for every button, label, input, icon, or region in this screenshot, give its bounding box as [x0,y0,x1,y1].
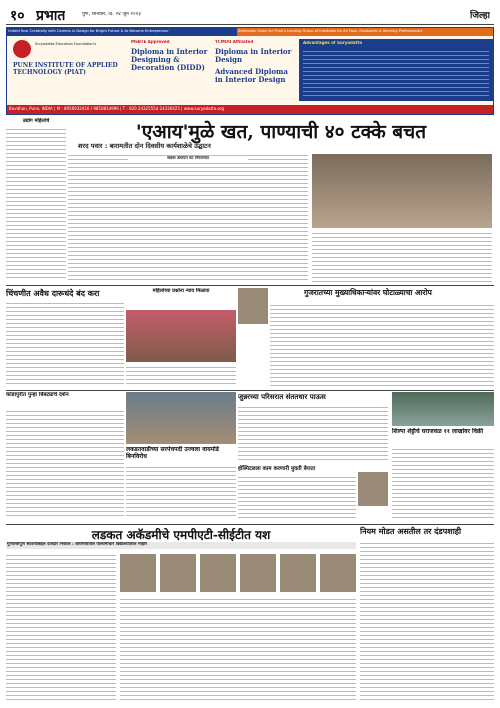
article-rules [360,526,494,704]
article-shilpa-shetty [392,392,494,520]
shilpa-photo [392,392,494,426]
ad-advantages-title: Advantages of Suryadatta [303,41,363,45]
sarpanch-photo [126,392,236,444]
headline-ladkat: लडकत अकॅडमीचे एमपीएटी-सीईटीत यश [91,528,271,542]
article-junnar-rain [238,392,388,462]
article-ladkat [6,526,356,704]
article-leopard [6,392,124,520]
section-label: जिल्हा [470,11,490,21]
ad-badge-ycmou: YCMOU Affiliated [215,40,254,44]
article-missing-girl [238,464,388,520]
student-photo-2 [160,554,196,592]
ad-badge-msbte: MSBTE Approved [131,40,170,44]
left-column-title: उद्योग महिलांचे [22,118,50,124]
student-photo-4 [240,554,276,592]
ad-address: Bavdhan, Pune, INDIA | M : 8956932416 / 9850814996 | T : 020 24325554 24336425 | www.suryadatta.org [7,105,493,114]
student-photo-3 [200,554,236,592]
dateline: पुणे, शनिवार, दि. २४ जून २०२३ [82,12,141,17]
article-gujarat [238,288,494,388]
article-chinchani [6,288,124,388]
headline-chinchani: चिंचणीत अवैध दारूधंदे बंद करा [6,288,100,298]
headline-missing: हॉस्पिटलला काम करणारी युवती बेपत्ता [238,466,316,472]
student-photo-1 [120,554,156,592]
ad-course-1: Diploma in Interior Designing & Decoration (DIDD) [131,48,208,72]
institute-logo [13,40,31,58]
ad-society: Suryadatta Education Foundation's [35,42,97,46]
quote-title: महिलांच्या प्रश्नांना न्याय मिळावा [152,288,210,294]
lead-kicker: शरद पवार : बारामतीत दोन दिवसीय कार्यशाळेचे उद्घाटन [78,142,211,150]
headline-gujarat: गुजरातच्या मुख्याधिकाऱ्यांवर घोटाळ्याचा आरोप [304,288,432,297]
article-sarpanch [126,392,236,520]
ad-course-3: Advanced Diploma in Interior Design [215,68,288,84]
masthead [6,4,494,26]
lead-headline: 'एआय'मुळे खत, पाण्याची ४० टक्के बचत [135,121,427,143]
bottom-kicker: गुणवत्तापूर्ण सातत्याबद्दल दर्जेदार निकाल : बारामतीतील पश्चिमाचार विद्यालयातील मोहोर [6,542,356,549]
headline-rules: नियम मोडत असतील तर दंडपशाही [360,526,462,536]
student-photo-6 [320,554,356,592]
left-column [6,118,66,283]
official-photo [238,288,268,324]
ad-institute-name: PUNE INSTITUTE OF APPLIED TECHNOLOGY (PIAT) [13,62,118,76]
missing-girl-photo [358,472,388,506]
institute-advertisement [6,27,494,115]
article-women-quote [126,288,236,388]
paper-name: प्रभात [36,8,66,24]
ad-top-strip: Unfold Your Creativity with Careers in Design for Bright Future & to Become Entrepreneur [7,28,237,36]
student-photo-5 [280,554,316,592]
headline-leopard: कोंडापुरीत पुन्हा बिबट्याचे दर्शन [6,392,69,398]
ad-top-strip-2: Admission Open for Pune's Leading Group of Institutes for All Pass, Graduates & Working Professionals [237,28,493,36]
women-group-photo [126,310,236,362]
lead-article [68,118,494,283]
headline-sarpanch: लकडतवाडीच्या सरपंचपदी उज्वला वायमोडे बिनविरोध [126,446,219,460]
headline-shilpa: शिल्पा शेट्टीचे घराजवळ ११ लाखांवर विक्री [392,428,484,435]
lead-photo [312,154,492,228]
page-number: १० [10,8,25,24]
ad-course-2: Diploma in Interior Design [215,48,292,64]
ad-advantages-box [299,39,493,101]
headline-junnar: जुन्नरच्या परिसरात संततधार पाऊस [238,392,326,401]
lead-sub: सकस उत्पादन घट नियंत्रणात [128,156,248,161]
